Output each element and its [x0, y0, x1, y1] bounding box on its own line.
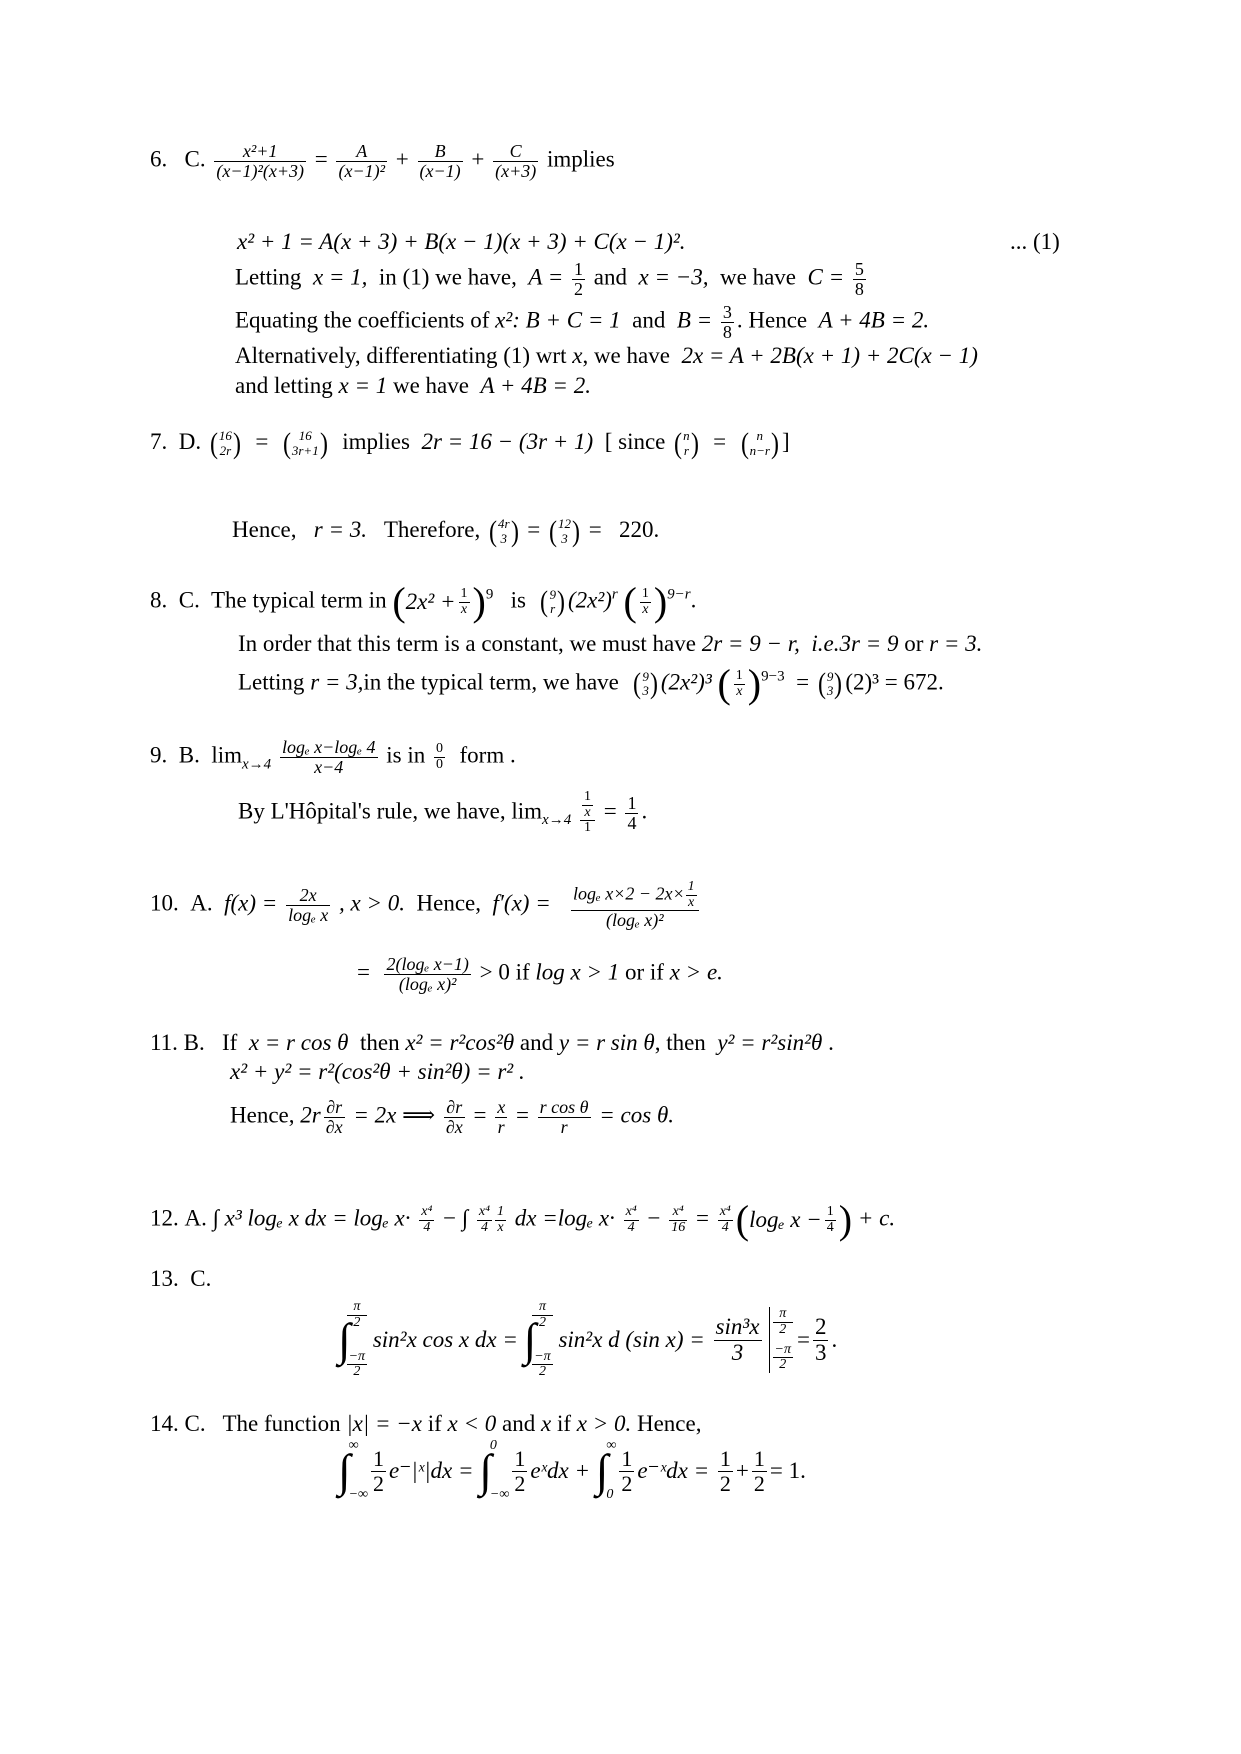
q14-integral-line: ∫ ∞ −∞ 1 2 e⁻|ˣ|dx = ∫ 0 −∞ 1 2 eˣdx + ∫ ∞ 0 1 2 e⁻ˣdx = $\frac{1}{2}$ + $\frac{1}{2}$ = 1.	[338, 1438, 806, 1503]
q14-integral-sign-1: ∫	[338, 1445, 351, 1496]
q9-result-fraction: $\frac{1}{4}$	[627, 792, 637, 833]
q11-line-3: Hence, 2r $\frac{\partial r}{\partial x}$ = 2x ⟹ $\frac{\partial r}{\partial x}$ = $\frac{x}{r}$ = $\frac{\text{r cos θ}}{r}$ = cos θ.	[230, 1097, 674, 1137]
q7-binom-1: ( 16 2r )	[209, 426, 241, 460]
q10-f-fraction: $\frac{2x}{\text{logₑ x}}$	[288, 884, 329, 925]
q13-line-1: 13. C.	[150, 1266, 212, 1291]
q14-line-1: 14. C. The function |x| = −x if x < 0 and x if x > 0. Hence,	[150, 1411, 702, 1436]
q14-integral-sign-3: ∫	[595, 1445, 609, 1496]
q6-c-fraction: $\frac{C}{(x+3)}$	[495, 141, 537, 181]
q10-derivative-fraction: logₑ x×2 − 2x× $\frac{1}{x}$ (logₑ x)²	[571, 880, 699, 930]
q14-integral-sign-2: ∫	[479, 1445, 492, 1496]
q8-line-2: In order that this term is a constant, we must have 2r = 9 − r, i.e.3r = 9 or r = 3.	[238, 631, 983, 656]
q6-c-value-fraction: $\frac{5}{8}$	[854, 259, 864, 299]
q12-line-1: 12. A. ∫ x³ logₑ x dx = logₑ x· $\frac{\text{x⁴}}{4}$ − ∫ $\frac{\text{x⁴}}{4}$ $\frac{1}{x}$ dx =logₑ x· $\frac{\text{x⁴}}{4}$ − $\frac{\text{x⁴}}{16}$ = $\frac{\text{x⁴}}{4}$ ( logₑ x − $\frac{1}{4}$ ) + c.	[150, 1197, 896, 1242]
q9-log-fraction: $\frac{\text{logₑ x−logₑ 4}}{x-4}$	[281, 737, 376, 777]
q8-binom-1: ( 9 r )	[540, 585, 565, 618]
q7-binom-5: ( 4r 3 )	[488, 514, 519, 548]
q6-line-1: 6. C. $\frac{\text{x²+1}}{\text{(x−1)²(x+3)}}$ = $\frac{A}{\text{(x−1)²}}$ + $\frac{B}{(x-1)}$ + $\frac{C}{(x+3)}$ implies	[150, 141, 615, 181]
q9-line-1: 9. B. $\lim_{x\to 4}$ $\frac{\text{logₑ x−logₑ 4}}{x-4}$ is in $\frac{0}{0}$ form .	[150, 737, 516, 777]
q6-line-3: Letting x = 1, in (1) we have, A = $\frac{1}{2}$ and x = −3, we have C = $\frac{5}{8}$	[235, 259, 864, 299]
q10-line-2: = $\frac{\text{2(logₑ x−1)}}{\text{(logₑ x)²}}$ > 0 if log x > 1 or if x > e.	[357, 954, 723, 994]
q6-half-fraction: $\frac{1}{2}$	[574, 259, 584, 299]
q9-derivative-fraction: $\frac{\frac{1}{x}}{1}$	[580, 790, 595, 836]
q8-binom-2: ( 9 3 )	[633, 667, 658, 700]
q6-line-6: and letting x = 1 we have A + 4B = 2.	[235, 373, 591, 398]
q10-simplified-fraction: $\frac{\text{2(logₑ x−1)}}{\text{(logₑ x)²}}$	[386, 954, 469, 994]
q6-answer: C.	[184, 146, 206, 172]
q6-b-fraction: $\frac{B}{(x-1)}$	[419, 141, 461, 181]
q13-result-fraction: $\frac{2}{3}$	[814, 1314, 827, 1365]
q8-binom-3: ( 9 3 )	[817, 667, 843, 700]
q6-implies: implies	[546, 146, 615, 172]
q7-line-2: Hence, r = 3. Therefore, ( 4r 3 ) = ( 12 3 ) = 220.	[232, 514, 660, 548]
q13-sin3-fraction: $\frac{\text{sin³x}}{3}$	[715, 1314, 760, 1365]
q7-binom-6: ( 12 3 )	[549, 514, 581, 548]
q9-zero-fraction: $\frac{0}{0}$	[436, 741, 443, 772]
q13-evaluation-bar: π 2 −π 2	[769, 1307, 793, 1373]
q13-integral-sign-1: ∫	[338, 1314, 351, 1365]
q8-line-1: 8. C. The typical term in ( 2x² + $\frac{1}{x}$ ) $^9$ is ( 9 r ) $(2x^2)^r$ ( 1 x ) $^{9-r}$.	[150, 579, 697, 624]
q6-eq1-tag: ... (1)	[1010, 229, 1060, 254]
q6-lhs-fraction: $\frac{\text{x²+1}}{\text{(x−1)²(x+3)}}$	[216, 141, 304, 181]
q6-b-value-fraction: $\frac{3}{8}$	[722, 302, 732, 342]
q9-line-2: By L'Hôpital's rule, we have, $\lim_{x\to 4}$ $\frac{\frac{1}{x}}{1}$ = $\frac{1}{4}$ .	[238, 789, 648, 836]
q13-integral-line: ∫ π 2 −π 2 sin²x cos x dx = ∫ π 2 −π 2 sin²x d (sin x) = $\frac{\text{sin³x}}{3}$ π 2 −π 2 = $\frac{2}{3}$ .	[338, 1299, 838, 1380]
q6-label: 6.	[150, 146, 168, 172]
q6-line-5: Alternatively, differentiating (1) wrt x, we have 2x = A + 2B(x + 1) + 2C(x − 1)	[235, 343, 978, 368]
q6-a-fraction: $\frac{A}{\text{(x−1)²}}$	[338, 141, 386, 181]
q11-rcos-over-r: $\frac{\text{r cos θ}}{r}$	[539, 1097, 589, 1137]
q11-x-over-r: $\frac{x}{r}$	[497, 1097, 506, 1137]
q7-binom-3: ( n r )	[674, 426, 699, 460]
q7-binom-2: ( 16 3r+1 )	[282, 426, 328, 460]
q7-line-1: 7. D. ( 16 2r ) = ( 16 3r+1 ) implies 2r = 16 − (3r + 1) [ since ( n r ) = ( n n−r ) ]	[150, 426, 790, 460]
q7-binom-4: ( n n−r )	[740, 426, 779, 460]
q10-line-1: 10. A. f(x) = $\frac{2x}{\text{logₑ x}}$ , x > 0. Hence, f′(x) = logₑ x×2 − 2x× $\frac{1}{x}$ (logₑ x)²	[150, 880, 702, 930]
q13-integral-sign-2: ∫	[523, 1314, 537, 1365]
q11-partial-2: $\frac{\partial r}{\partial x}$	[445, 1097, 463, 1137]
q6-line-4: Equating the coefficients of x²: B + C = 1 and B = $\frac{3}{8}$ . Hence A + 4B = 2.	[235, 302, 930, 342]
q11-line-1: 11. B. If x = r cos θ then x² = r²cos²θ and y = r sin θ, then y² = r²sin²θ .	[150, 1030, 834, 1055]
q6-eq1: x² + 1 = A(x + 3) + B(x − 1)(x + 3) + C(x − 1)².	[237, 229, 686, 254]
q11-partial-1: $\frac{\partial r}{\partial x}$	[325, 1097, 343, 1137]
q11-line-2: x² + y² = r²(cos²θ + sin²θ) = r² .	[230, 1059, 525, 1084]
q8-line-3: Letting r = 3,in the typical term, we have ( 9 3 ) (2x²)³ ( 1 x ) $^{9-3}$ = ( 9 3 ) (2)³ = 672.	[238, 661, 944, 706]
